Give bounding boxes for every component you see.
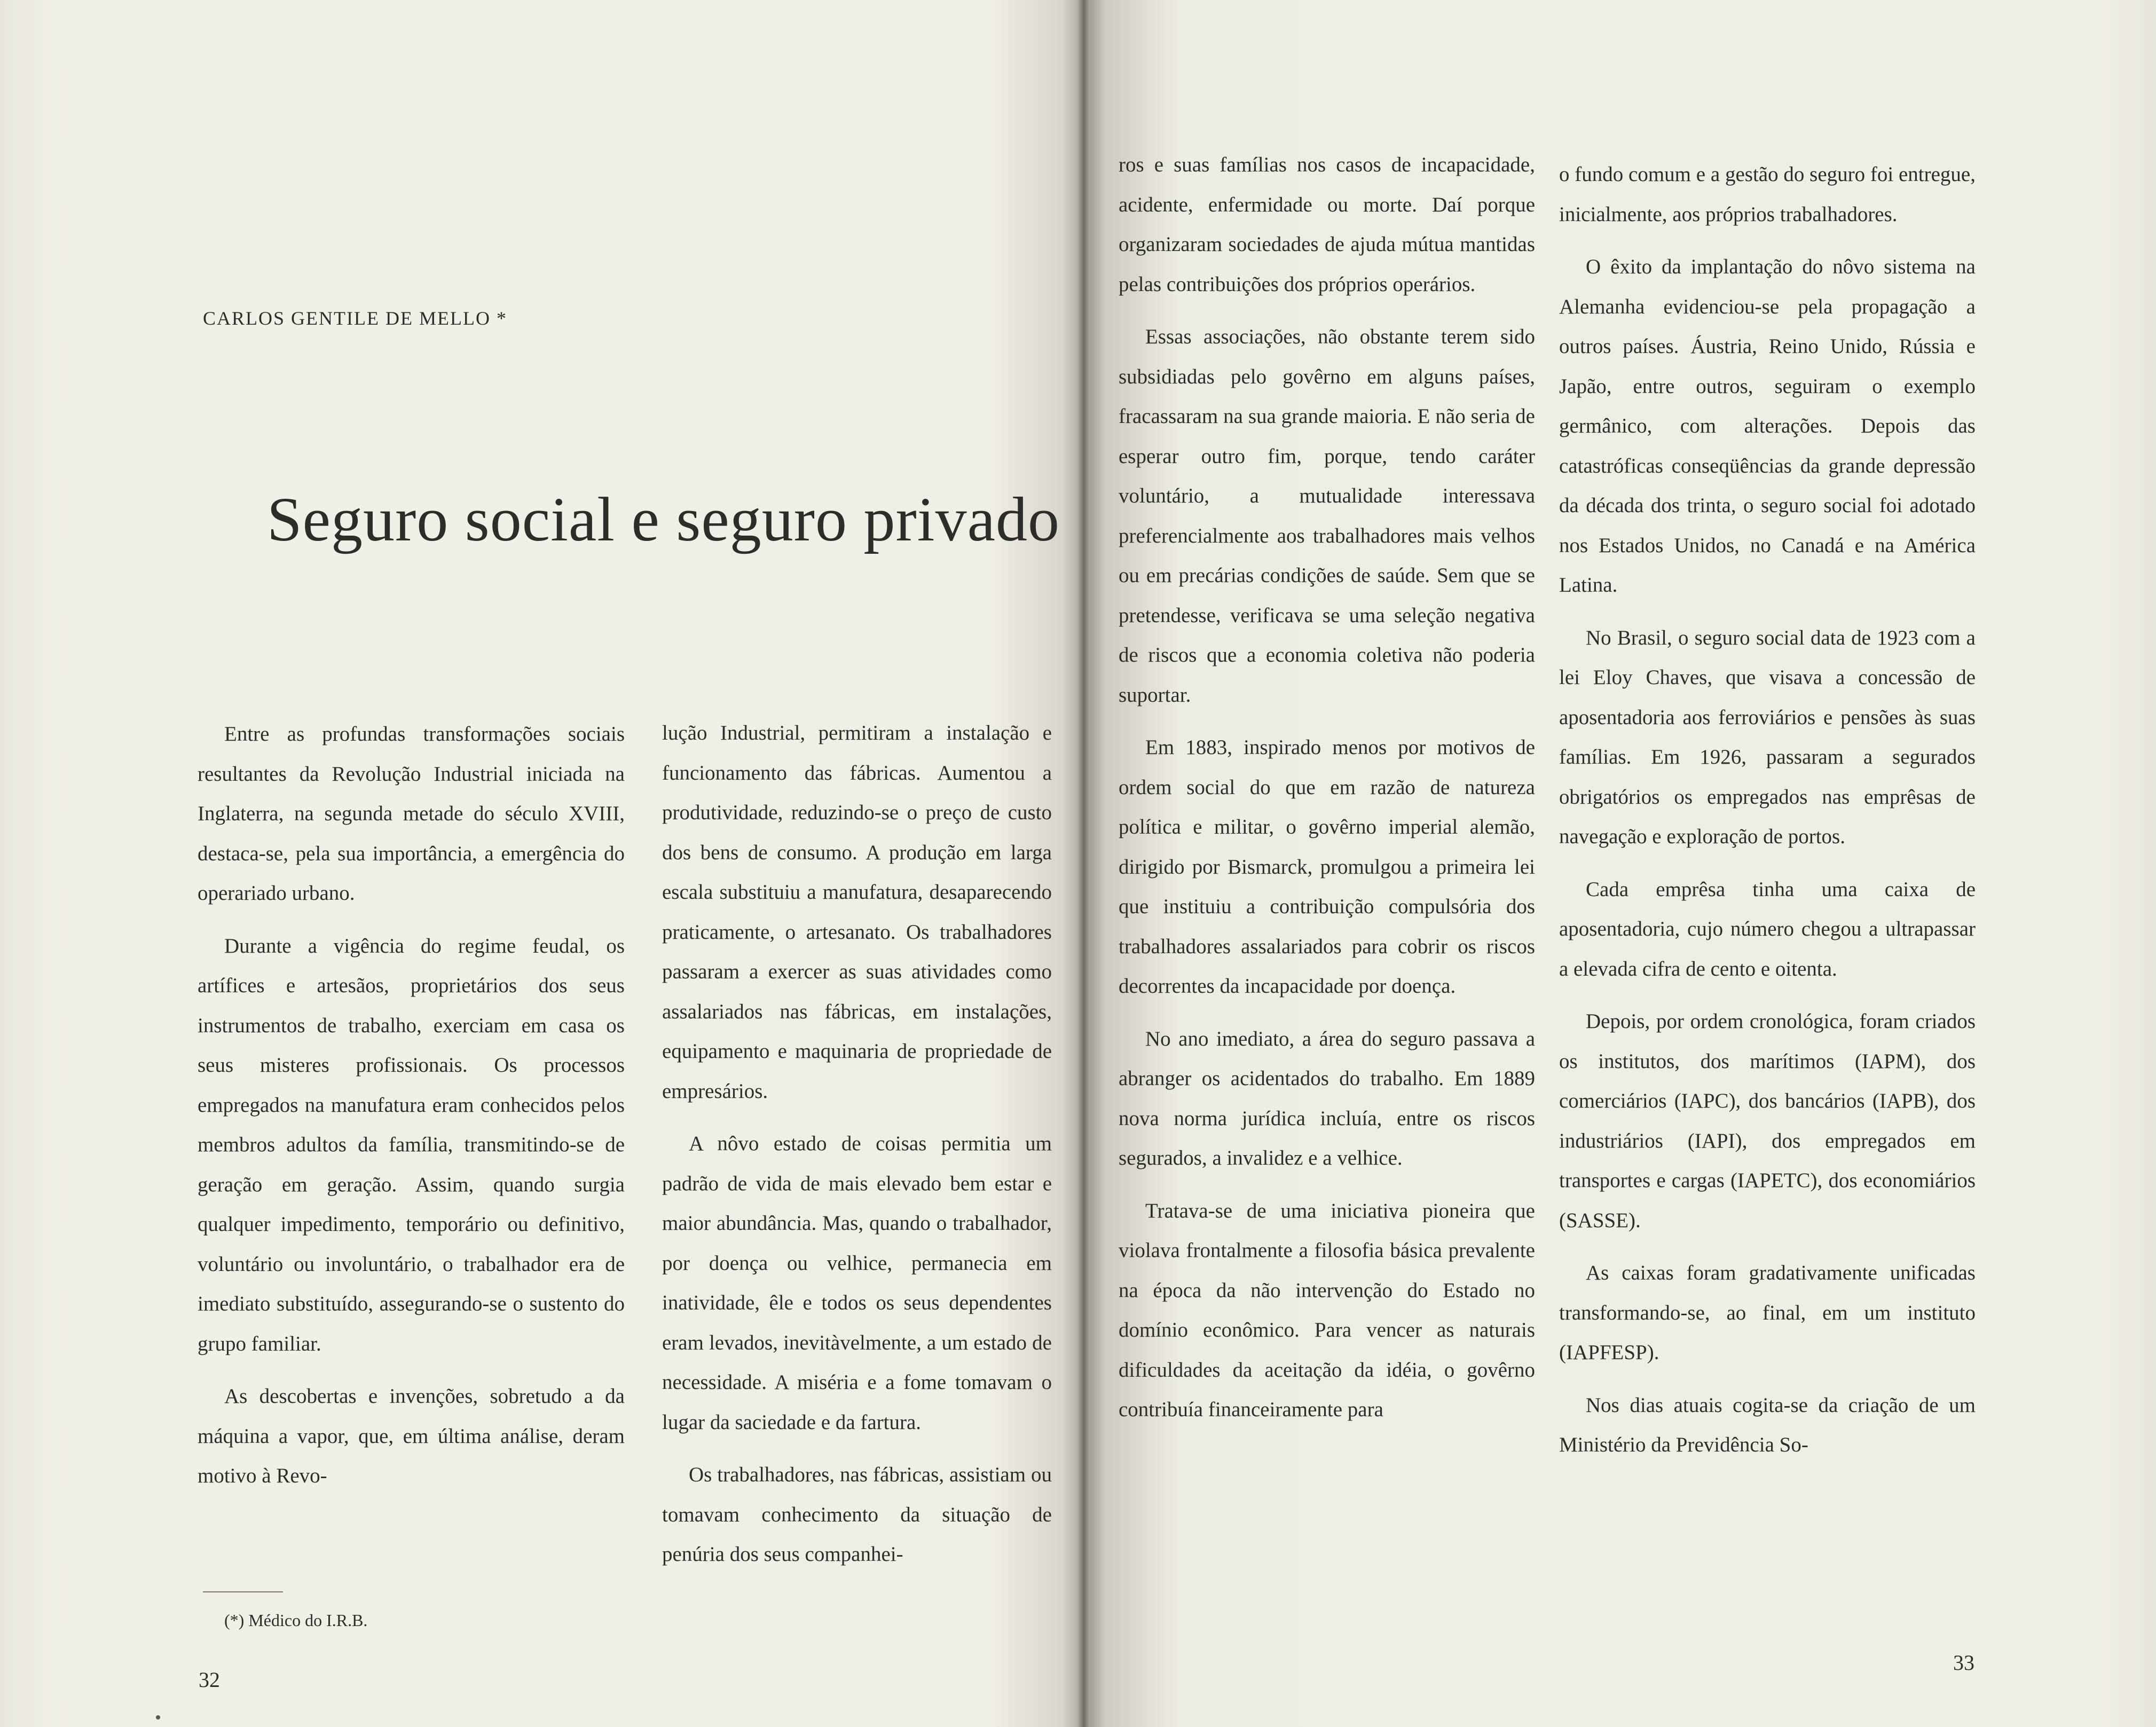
column-4 [1559, 155, 1976, 1478]
book-gutter [1077, 0, 1090, 1727]
paragraph: As caixas foram gradativamente unificadas transformando-se, ao final, em um instituto (IAPFESP). [1559, 1261, 1976, 1364]
paragraph: Essas associações, não obstante terem sido subsidiadas pelo govêrno em alguns países, fracassaram na sua grande maioria. E não seria de esperar outro fim, porque, tendo caráter voluntário, a mutualidade interessava preferencialmente aos trabalhadores mais velhos ou em precárias condições de saúde. Sem que se pretendesse, verificava se uma seleção negativa de riscos que a economia coletiva não poderia suportar. [1119, 325, 1535, 706]
author-byline: CARLOS GENTILE DE MELLO * [203, 308, 507, 329]
paragraph: No ano imediato, a área do seguro passava a abranger os acidentados do trabalho. Em 1889 nova norma jurídica incluía, entre os riscos segurados, a invalidez e a velhice. [1119, 1027, 1535, 1169]
paragraph: ros e suas famílias nos casos de incapacidade, acidente, enfermidade ou morte. Daí porque organizaram sociedades de ajuda mútua mantidas pelas contribuições dos próprios operários. [1119, 153, 1535, 296]
right-page [1084, 0, 2156, 1727]
print-speck [156, 1715, 160, 1720]
footnote-rule [203, 1591, 283, 1592]
paragraph: Cada emprêsa tinha uma caixa de aposentadoria, cujo número chegou a ultrapassar a elevada cifra de cento e oitenta. [1559, 877, 1976, 980]
paragraph: O êxito da implantação do nôvo sistema na Alemanha evidenciou-se pela propagação a outros países. Áustria, Reino Unido, Rússia e Japão, entre outros, seguiram o exemplo germânico, com alterações. Depois das catastróficas conseqüências da grande depressão da década dos trinta, o seguro social foi adotado nos Estados Unidos, no Canadá e na América Latina. [1559, 255, 1976, 596]
footnote: (*) Médico do I.R.B. [224, 1611, 368, 1630]
column-2 [662, 713, 1052, 1588]
paragraph: Tratava-se de uma iniciativa pioneira que violava frontalmente a filosofia básica prevalente na época da não intervenção do Estado no domínio econômico. Para vencer as naturais dificuldades da aceitação da idéia, o govêrno contribuía financeiramente para [1119, 1199, 1535, 1421]
column-1 [198, 715, 625, 1509]
article-title: Seguro social e seguro privado [267, 484, 1060, 554]
paragraph: Depois, por ordem cronológica, foram criados os institutos, dos marítimos (IAPM), dos comerciários (IAPC), dos bancários (IAPB), dos industriários (IAPI), dos empregados em transportes e cargas (IAPETC), dos economiários (SASSE). [1559, 1010, 1976, 1232]
paragraph: lução Industrial, permitiram a instalação e funcionamento das fábricas. Aumentou a produtividade, reduzindo-se o preço de custo dos bens de consumo. A produção em larga escala substituiu a manufatura, desaparecendo praticamente, o artesanato. Os trabalhadores passaram a exercer as suas atividades como assalariados nas fábricas, em instalações, equipamento e maquinaria de propriedade de empresários. [662, 721, 1052, 1103]
paragraph: No Brasil, o seguro social data de 1923 com a lei Eloy Chaves, que visava a concessão de aposentadoria aos ferroviários e pensões às suas famílias. Em 1926, passaram a segurados obrigatórios os empregados nas emprêsas de navegação e exploração de portos. [1559, 626, 1976, 848]
paragraph: Nos dias atuais cogita-se da criação de um Ministério da Previdência So- [1559, 1393, 1976, 1456]
paragraph: As descobertas e invenções, sobretudo a da máquina a vapor, que, em última análise, deram motivo à Revo- [198, 1385, 625, 1487]
column-3 [1119, 145, 1535, 1443]
paragraph: A nôvo estado de coisas permitia um padrão de vida de mais elevado bem estar e maior abundância. Mas, quando o trabalhador, por doença ou velhice, permanecia em inatividade, êle e todos os seus dependentes eram levados, inevitàvelmente, a um estado de necessidade. A miséria e a fome tomavam o lugar da saciedade e da fartura. [662, 1132, 1052, 1434]
paragraph: Em 1883, inspirado menos por motivos de ordem social do que em razão de natureza política e militar, o govêrno imperial alemão, dirigido por Bismarck, promulgou a primeira lei que instituiu a contribuição compulsória dos trabalhadores assalariados para cobrir os riscos decorrentes da incapacidade por doença. [1119, 736, 1535, 998]
paragraph: o fundo comum e a gestão do seguro foi entregue, inicialmente, aos próprios trabalhadores. [1559, 163, 1976, 226]
page-number-left: 32 [199, 1668, 220, 1692]
paragraph: Os trabalhadores, nas fábricas, assistiam ou tomavam conhecimento da situação de penúria dos seus companhei- [662, 1463, 1052, 1566]
paragraph: Durante a vigência do regime feudal, os artífices e artesãos, proprietários dos seus instrumentos de trabalho, exerciam em casa os seus misteres profissionais. Os processos empregados na manufatura eram conhecidos pelos membros adultos da família, transmitindo-se de geração em geração. Assim, quando surgia qualquer impedimento, temporário ou definitivo, voluntário ou involuntário, o trabalhador era de imediato substituído, assegurando-se o sustento do grupo familiar. [198, 934, 625, 1355]
paragraph: Entre as profundas transformações sociais resultantes da Revolução Industrial iniciada na Inglaterra, na segunda metade do século XVIII, destaca-se, pela sua importância, a emergência do operariado urbano. [198, 723, 625, 905]
page-number-right: 33 [1953, 1651, 1974, 1675]
